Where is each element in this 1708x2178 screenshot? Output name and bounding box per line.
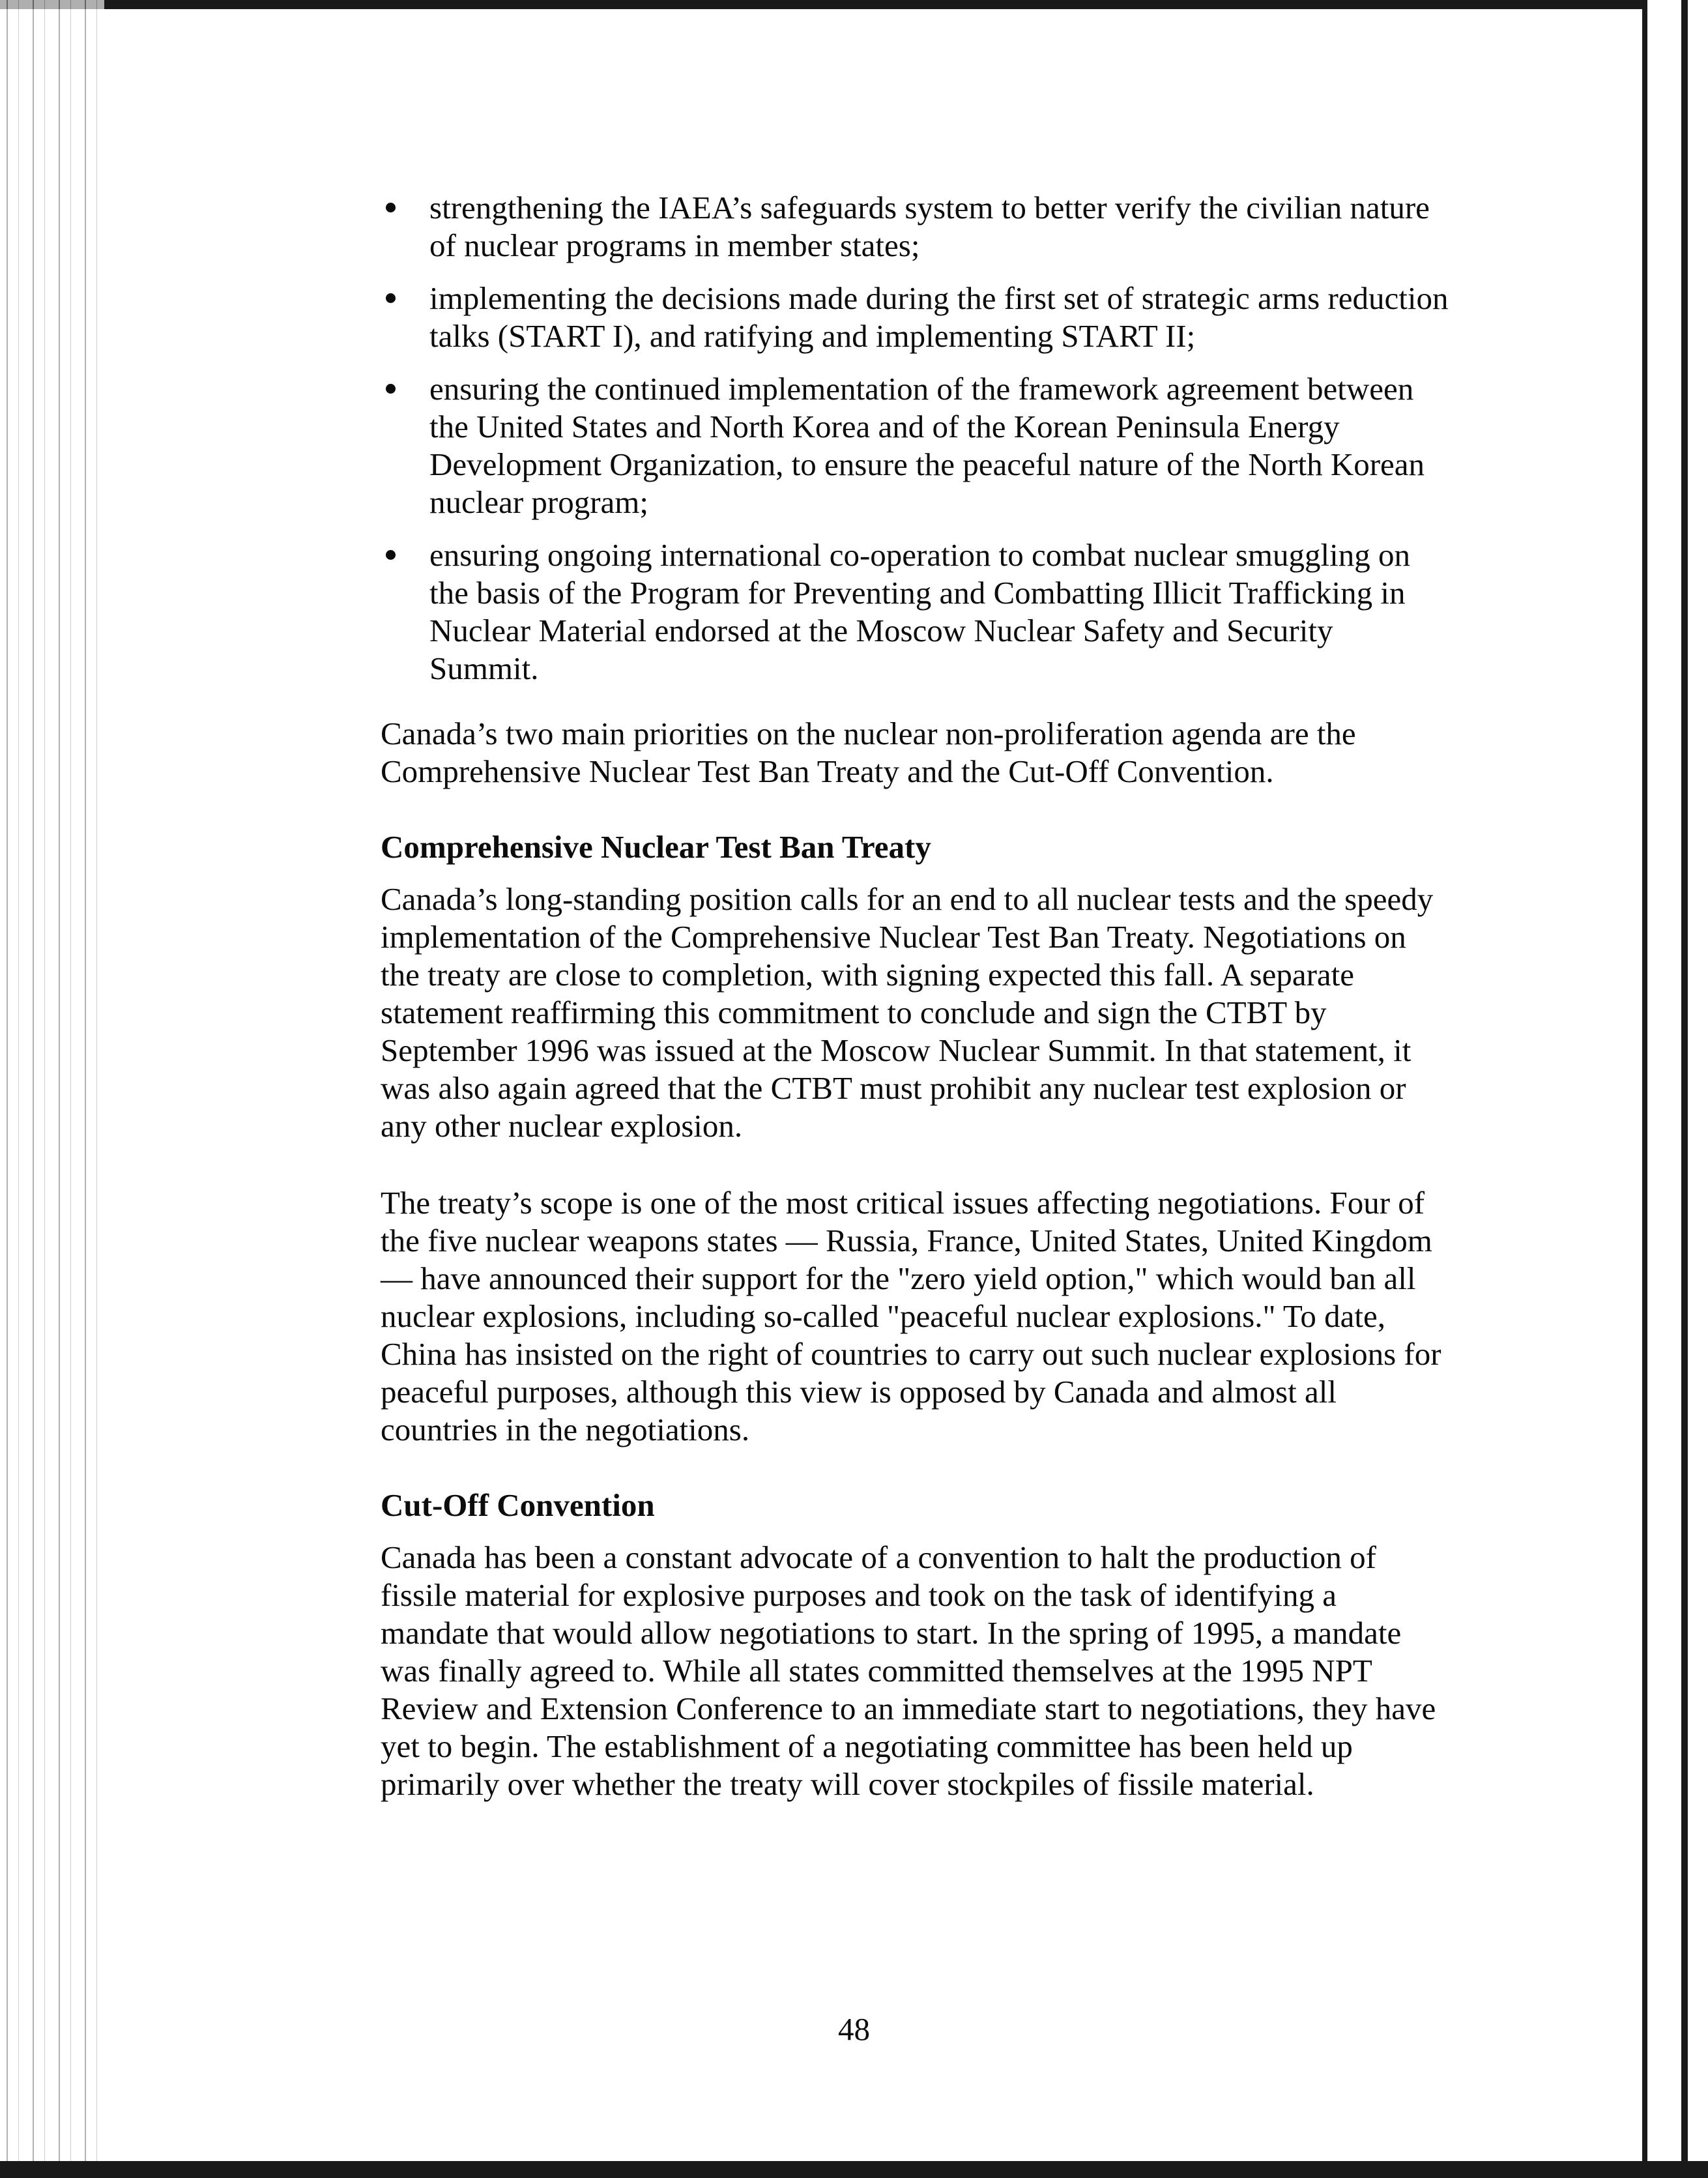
section-heading-ctbt: Comprehensive Nuclear Test Ban Treaty [381,829,931,865]
bullet-icon [386,384,396,394]
ctbt-paragraph-2: The treaty’s scope is one of the most critical issues affecting negotiations. Four of the five nuclear weapons states — Russia, France, United States, United Kingdom — have announced their support for the "zero yield option," which would ban all nuclear explosions, including so-called "peaceful nuclear explosions." To date, China has insisted on the right of countries to carry out such nuclear explosions for peaceful purposes, although this view is opposed by Canada and almost all countries in the negotiations. [381,1185,1441,1447]
scan-edge-right-line [1681,0,1688,2178]
priority-bullet-list [381,189,1449,688]
bullet-text: implementing the decisions made during the first set of strategic arms reduction talks (START I), and ratifying and implementing START II; [429,280,1449,354]
bullet-icon [386,203,396,212]
scan-edge-top [0,0,1708,9]
bullet-item [381,280,1449,355]
bullet-item [381,370,1449,521]
bullet-text: strengthening the IAEA’s safeguards system to better verify the civilian nature of nuclear programs in member states; [429,190,1430,263]
ctbt-paragraph-1: Canada’s long-standing position calls for an end to all nuclear tests and the speedy implementation of the Comprehensive Nuclear Test Ban Treaty. Negotiations on the treaty are close to completion, with signing expected this fall. A separate statement reaffirming this commitment to conclude and sign the CTBT by September 1996 was issued at the Moscow Nuclear Summit. In that statement, it was also again agreed that the CTBT must prohibit any nuclear test explosion or any other nuclear explosion. [381,881,1434,1144]
bullet-text: ensuring the continued implementation of the framework agreement between the United States and North Korea and of the Korean Peninsula Energy Development Organization, to ensure the peaceful nature of the North Korean nuclear program; [429,371,1425,520]
bullet-icon [386,550,396,560]
intro-paragraph: Canada’s two main priorities on the nuclear non-proliferation agenda are the Comprehensive Nuclear Test Ban Treaty and the Cut-Off Convention. [381,716,1356,789]
scan-binding-left [0,0,104,2178]
section-heading-cutoff: Cut-Off Convention [381,1487,655,1523]
bullet-icon [386,293,396,303]
bullet-item [381,189,1449,265]
bullet-text: ensuring ongoing international co-operation to combat nuclear smuggling on the basis of the Program for Preventing and Combatting Illicit Trafficking in Nuclear Material endorsed at the Moscow Nuclear Safety and Security Summit. [429,537,1411,686]
document-page [381,189,1449,1803]
bullet-item [381,536,1449,688]
scan-edge-right [1642,0,1708,2178]
scan-edge-bottom [0,2161,1708,2178]
page-number: 48 [838,2011,870,2047]
cutoff-paragraph-1: Canada has been a constant advocate of a convention to halt the production of fissile material for explosive purposes and took on the task of identifying a mandate that would allow negotiations to start. In the spring of 1995, a mandate was finally agreed to. While all states committed themselves at the 1995 NPT Review and Extension Conference to an immediate start to negotiations, they have yet to begin. The establishment of a negotiating committee has been held up primarily over whether the treaty will cover stockpiles of fissile material. [381,1539,1436,1802]
